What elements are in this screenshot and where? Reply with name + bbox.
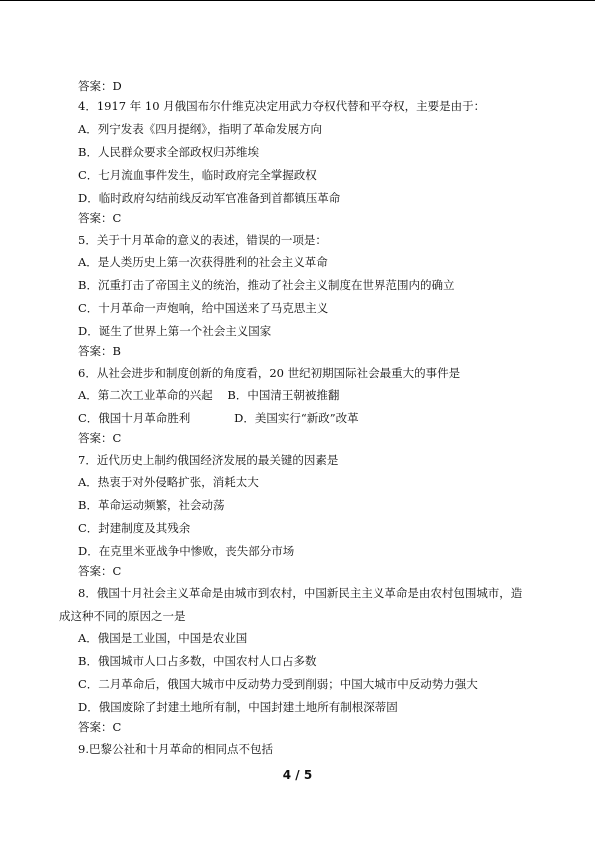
q6-options-cd: C．俄国十月革命胜利 D．美国实行“新政”改革 [78,411,359,425]
question-4: 4．1917 年 10 月俄国布尔什维克决定用武力夺权代替和平夺权，主要是由于： [78,99,486,113]
q5-option-d: D．诞生了世界上第一个社会主义国家 [78,324,272,338]
q5-option-a: A．是人类历史上第一次获得胜利的社会主义革命 [78,255,328,269]
page-number: 4 / 5 [282,768,313,782]
answer-6: 答案：C [78,431,122,445]
question-8-continued: 成这种不同的原因之一是 [59,609,186,623]
answer-3: 答案：D [78,79,122,93]
q7-option-c: C．封建制度及其残余 [78,521,191,535]
q5-option-c: C．十月革命一声炮响，给中国送来了马克思主义 [78,301,329,315]
question-6: 6．从社会进步和制度创新的角度看，20 世纪初期国际社会最重大的事件是 [78,366,461,380]
q8-option-c: C．二月革命后，俄国大城市中反动势力受到削弱；中国大城市中反动势力强大 [78,677,478,691]
q7-option-b: B．革命运动频繁，社会动荡 [78,498,225,512]
q8-option-a: A．俄国是工业国，中国是农业国 [78,631,248,645]
question-9: 9.巴黎公社和十月革命的相同点不包括 [78,742,273,756]
answer-8: 答案：C [78,720,122,734]
answer-5: 答案：B [78,344,121,358]
q5-option-b: B．沉重打击了帝国主义的统治，推动了社会主义制度在世界范围内的确立 [78,278,455,292]
q4-option-d: D．临时政府勾结前线反动军官准备到首都镇压革命 [78,191,341,205]
q4-option-a: A．列宁发表《四月提纲》，指明了革命发展方向 [78,122,323,136]
q4-option-c: C．七月流血事件发生，临时政府完全掌握政权 [78,168,317,182]
q6-options-ab: A．第二次工业革命的兴起 B．中国清王朝被推翻 [78,388,340,402]
answer-7: 答案：C [78,564,122,578]
question-8: 8．俄国十月社会主义革命是由城市到农村，中国新民主主义革命是由农村包围城市，造 [78,586,523,600]
q8-option-b: B．俄国城市人口占多数，中国农村人口占多数 [78,654,317,668]
question-5: 5．关于十月革命的意义的表述，错误的一项是： [78,233,327,247]
q7-option-d: D．在克里米亚战争中惨败，丧失部分市场 [78,544,295,558]
question-7: 7．近代历史上制约俄国经济发展的最关键的因素是 [78,453,339,467]
answer-4: 答案：C [78,211,122,225]
q4-option-b: B．人民群众要求全部政权归苏维埃 [78,145,259,159]
top-border [0,0,595,1]
q7-option-a: A．热衷于对外侵略扩张，消耗太大 [78,475,259,489]
q8-option-d: D．俄国废除了封建土地所有制，中国封建土地所有制根深蒂固 [78,700,398,714]
